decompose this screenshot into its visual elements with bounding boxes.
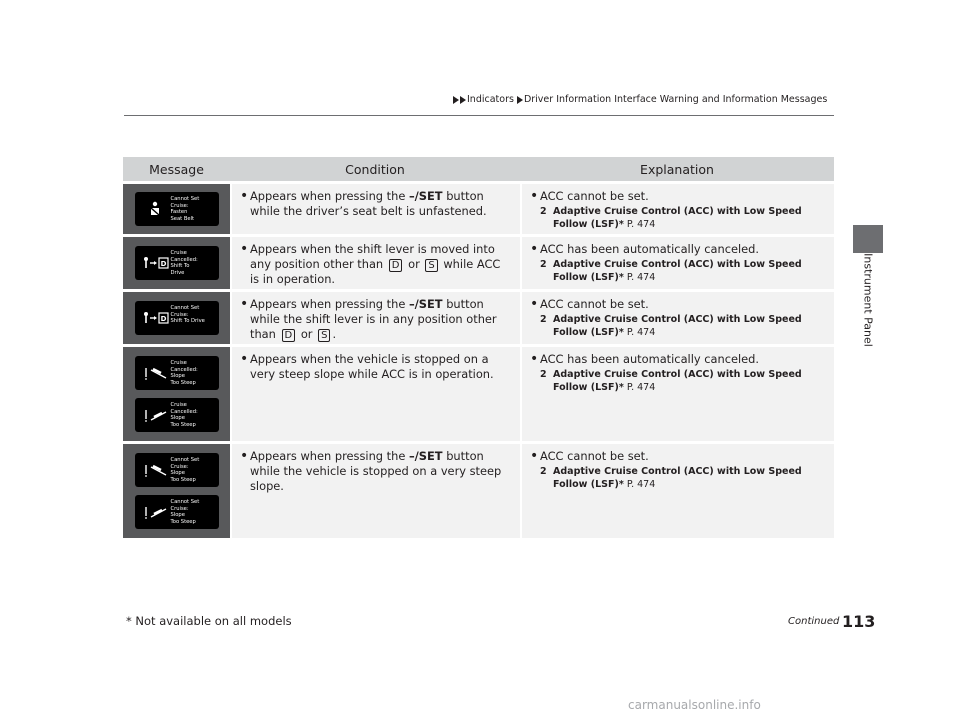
- display-text-line: Cancelled:: [170, 408, 198, 415]
- svg-text:D: D: [160, 260, 166, 268]
- display-text-line: Cruise:: [170, 463, 189, 470]
- cross-reference[interactable]: [540, 465, 826, 491]
- condition-segment: Appears when the shift lever is moved into any position other than: [250, 242, 495, 271]
- reference-arrow-icon: 2: [540, 466, 547, 477]
- bullet: •: [530, 448, 539, 464]
- explanation-cell: [520, 444, 834, 538]
- explanation-text: ACC cannot be set.: [540, 189, 649, 203]
- display-text-line: Cancelled:: [170, 366, 198, 373]
- bullet: •: [530, 296, 539, 312]
- slope-down-icon: [142, 461, 170, 479]
- display-text-line: Cruise:: [170, 505, 189, 512]
- condition-segment: Appears when pressing the: [250, 297, 409, 311]
- slope-down-icon: [142, 364, 170, 382]
- display-text: [171, 196, 217, 222]
- message-cell: [123, 444, 230, 538]
- section-label: Instrument Panel: [861, 253, 875, 347]
- cross-reference[interactable]: [540, 313, 826, 339]
- footnote-marker: *: [618, 479, 624, 490]
- bullet: •: [240, 351, 249, 367]
- header-rule: [124, 115, 834, 116]
- condition-segment: Appears when the vehicle is stopped on a very steep slope while ACC is in operation.: [250, 352, 494, 381]
- seat-belt-icon: [142, 200, 170, 218]
- reference-arrow-icon: 2: [540, 206, 547, 217]
- message-cell: [123, 347, 230, 441]
- display-text-line: Too Steep: [170, 421, 196, 428]
- table-row: [123, 347, 834, 441]
- condition-segment: Appears when pressing the: [250, 189, 409, 203]
- message-cell: [123, 292, 230, 344]
- gear-key: D: [389, 259, 403, 272]
- set-button-label: –/SET: [408, 297, 443, 311]
- display-text-line: Cruise: [170, 250, 187, 256]
- display-text-line: Slope: [170, 512, 185, 519]
- display-text-line: Cruise: [170, 360, 187, 366]
- set-button-label: –/SET: [408, 449, 443, 463]
- reference-title[interactable]: Adaptive Cruise Control (ACC) with Low Speed Follow (LSF): [553, 206, 802, 230]
- breadcrumb-arrow-icon: [460, 96, 466, 104]
- display-text-line: Shift To: [170, 263, 190, 270]
- display-text: [171, 250, 217, 276]
- display-text-line: Slope: [170, 415, 185, 422]
- reference-arrow-icon: 2: [540, 369, 547, 380]
- reference-page[interactable]: P. 474: [626, 219, 656, 230]
- condition-text: [250, 352, 512, 382]
- reference-arrow-icon: 2: [540, 259, 547, 270]
- message-cell: [123, 237, 230, 289]
- gear-key: D: [282, 329, 296, 342]
- breadcrumb: [453, 94, 827, 105]
- display-text-line: Too Steep: [170, 379, 196, 386]
- message-display: [135, 356, 219, 390]
- message-display: [135, 301, 219, 335]
- explanation-text: ACC has been automatically canceled.: [540, 352, 759, 366]
- condition-text: [250, 297, 512, 342]
- message-display: [135, 495, 219, 529]
- display-text-line: Cannot Set: [170, 499, 200, 505]
- display-text-line: Cannot Set: [170, 305, 200, 311]
- explanation-text: ACC cannot be set.: [540, 297, 649, 311]
- reference-page[interactable]: P. 474: [626, 327, 656, 338]
- table-row: [123, 444, 834, 538]
- slope-up-icon: [142, 406, 170, 424]
- reference-page[interactable]: P. 474: [626, 272, 656, 283]
- table-row: [123, 237, 834, 289]
- watermark: carmanualsonline.info: [628, 698, 761, 712]
- condition-text: [250, 242, 512, 287]
- breadcrumb-item[interactable]: Driver Information Interface Warning and Information Messages: [523, 94, 828, 105]
- column-header-condition: Condition: [345, 161, 405, 177]
- message-display: [135, 192, 219, 226]
- display-text-line: Drive: [170, 269, 185, 276]
- footnote: * Not available on all models: [126, 614, 292, 628]
- display-text-line: Shift To Drive: [170, 318, 205, 325]
- column-header-explanation: Explanation: [640, 161, 714, 177]
- reference-page[interactable]: P. 474: [626, 479, 656, 490]
- display-text-line: Cruise: [170, 402, 187, 408]
- condition-cell: [230, 237, 520, 289]
- cross-reference[interactable]: [540, 368, 826, 394]
- display-text-line: Too Steep: [170, 518, 196, 525]
- bullet: •: [240, 188, 249, 204]
- message-display: [135, 246, 219, 280]
- message-display: [135, 453, 219, 487]
- footnote-marker: *: [618, 382, 624, 393]
- explanation-cell: [520, 347, 834, 441]
- message-cell: [123, 184, 230, 234]
- condition-segment: .: [332, 327, 337, 341]
- explanation-cell: [520, 292, 834, 344]
- messages-table: [123, 157, 834, 538]
- message-display: [135, 398, 219, 432]
- set-button-label: –/SET: [408, 189, 443, 203]
- continued-label: Continued: [788, 616, 840, 627]
- slope-up-icon: [142, 503, 170, 521]
- breadcrumb-arrow-icon: [517, 96, 523, 104]
- gear-key: S: [425, 259, 437, 272]
- condition-segment: button while the vehicle is stopped on a very steep slope.: [250, 449, 502, 493]
- bullet: •: [240, 448, 249, 464]
- bullet: •: [530, 241, 539, 257]
- display-text-line: Cruise:: [170, 202, 189, 209]
- gear-key: S: [318, 329, 330, 342]
- footnote-marker: *: [618, 327, 624, 338]
- display-text: [171, 457, 217, 483]
- display-text: [171, 305, 217, 325]
- condition-cell: [230, 184, 520, 234]
- bullet: •: [530, 351, 539, 367]
- reference-title[interactable]: Adaptive Cruise Control (ACC) with Low Speed Follow (LSF): [553, 369, 802, 393]
- condition-segment: button while the driver’s seat belt is unfastened.: [250, 189, 487, 218]
- display-text-line: Slope: [170, 470, 185, 477]
- reference-title[interactable]: Adaptive Cruise Control (ACC) with Low Speed Follow (LSF): [553, 259, 802, 283]
- condition-segment: Appears when pressing the: [250, 449, 409, 463]
- breadcrumb-arrow-icon: [453, 96, 459, 104]
- explanation-text: ACC has been automatically canceled.: [540, 242, 759, 256]
- display-text-line: Slope: [170, 373, 185, 380]
- condition-segment: while ACC is in operation.: [250, 257, 501, 286]
- explanation-cell: [520, 184, 834, 234]
- display-text-line: Too Steep: [170, 476, 196, 483]
- shift-lever-icon: [142, 309, 170, 327]
- section-tab: [853, 225, 883, 253]
- footnote-marker: *: [618, 272, 624, 283]
- condition-segment: or: [297, 327, 317, 341]
- display-text-line: Cannot Set: [170, 457, 200, 463]
- display-text-line: Cruise:: [170, 311, 189, 318]
- cross-reference[interactable]: [540, 205, 826, 231]
- bullet: •: [240, 241, 249, 257]
- shift-lever-icon: [142, 254, 170, 272]
- display-text-line: Cancelled:: [170, 256, 198, 263]
- reference-title[interactable]: Adaptive Cruise Control (ACC) with Low Speed Follow (LSF): [553, 314, 802, 338]
- display-text: [171, 402, 217, 428]
- condition-text: [250, 189, 512, 219]
- table-row: [123, 292, 834, 344]
- condition-cell: [230, 444, 520, 538]
- reference-page[interactable]: P. 474: [626, 382, 656, 393]
- bullet: •: [240, 296, 249, 312]
- table-header: [123, 157, 834, 181]
- column-header-message: Message: [149, 161, 204, 177]
- table-row: [123, 184, 834, 234]
- footnote-marker: *: [618, 219, 624, 230]
- reference-arrow-icon: 2: [540, 314, 547, 325]
- display-text-line: Fasten: [170, 209, 188, 216]
- bullet: •: [530, 188, 539, 204]
- explanation-cell: [520, 237, 834, 289]
- breadcrumb-item[interactable]: Indicators: [467, 94, 514, 105]
- display-text-line: Seat Belt: [170, 215, 195, 222]
- condition-segment: button while the shift lever is in any position other than: [250, 297, 497, 341]
- cross-reference[interactable]: [540, 258, 826, 284]
- reference-title[interactable]: Adaptive Cruise Control (ACC) with Low Speed Follow (LSF): [553, 466, 802, 490]
- display-text: [171, 499, 217, 525]
- svg-text:D: D: [160, 315, 166, 323]
- explanation-text: ACC cannot be set.: [540, 449, 649, 463]
- display-text-line: Cannot Set: [170, 196, 200, 202]
- condition-text: [250, 449, 512, 494]
- condition-cell: [230, 292, 520, 344]
- condition-segment: or: [404, 257, 424, 271]
- condition-cell: [230, 347, 520, 441]
- page-number: 113: [842, 612, 876, 631]
- display-text: [171, 360, 217, 386]
